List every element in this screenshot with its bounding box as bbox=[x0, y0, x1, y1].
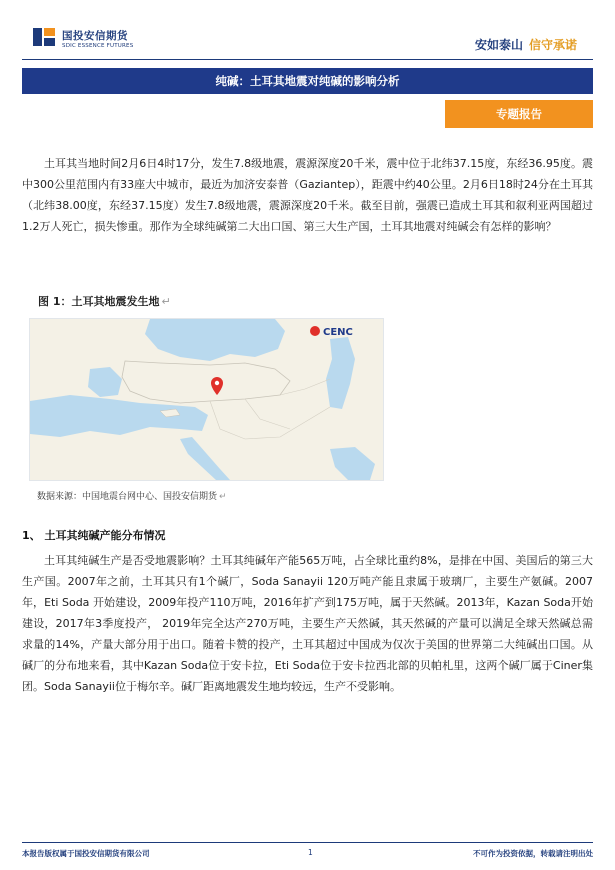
section-paragraph: 土耳其纯碱生产是否受地震影响？土耳其纯碱年产能565万吨，占全球比重约8%，是排在中国、美国后的第三大生产国。2007年之前，土耳其只有1个碱厂，Soda Sanayii 120万吨产能且隶属于玻璃厂，主要生产氨碱。2007年，Eti Soda 开始建设，2009年投产110万吨，2016年扩产到175万吨，属于天然碱。2013年，Kazan Soda开始建设，2017年3季度投产， 2019年完全达产270万吨，主要生产天然碱，其天然碱的产量可以满足全球天然碱总需求量的14%，产量大部分用于出口。随着卡赞的投产，土耳其超过中国成为仅次于美国的世界第二大纯碱出口国。从碱厂的分布地来看，其中Kazan Soda位于安卡拉，Eti Soda位于安卡拉西北部的贝帕札里，这两个碱厂属于Ciner集团。Soda Sanayii位于梅尔辛。碱厂距离地震发生地均较远，生产不受影响。 bbox=[22, 554, 593, 693]
figure-caption-text: 图 1：土耳其地震发生地 bbox=[38, 295, 160, 308]
slogan bbox=[475, 36, 577, 53]
company-name: 国投安信期货 bbox=[62, 30, 128, 42]
figure-source-text: 数据来源：中国地震台网中心、国投安信期货 bbox=[37, 492, 218, 502]
map-logo-text: CENC bbox=[323, 327, 353, 338]
intro-paragraph: 土耳其当地时间2月6日4时17分，发生7.8级地震，震源深度20千米，震中位于北纬37.15度，东经36.95度。震中300公里范围内有33座大中城市，最近为加济安泰普（Gaziantep），距震中约40公里。2月6日18时24分在土耳其（北纬38.00度，东经37.15度）发生7.8级地震，震源深度20千米。截至目前，强震已造成土耳其和叙利亚两国超过1.2万人死亡，损失惨重。那作为全球纯碱第二大出口国、第三大生产国，土耳其地震对纯碱会有怎样的影响？ bbox=[22, 157, 593, 233]
slogan-part-b: 信守承诺 bbox=[528, 38, 577, 52]
footer-copyright: 本报告版权属于国投安信期货有限公司 bbox=[22, 849, 150, 858]
report-type-badge: 专题报告 bbox=[445, 100, 593, 128]
slogan-part-a: 安如泰山 bbox=[474, 38, 523, 52]
report-title: 纯碱：土耳其地震对纯碱的影响分析 bbox=[22, 68, 593, 94]
page-number: 1 bbox=[308, 848, 313, 857]
page-header bbox=[0, 0, 615, 62]
epicenter-pin-dot bbox=[215, 381, 219, 385]
footer-divider bbox=[22, 842, 593, 843]
footer-disclaimer: 不可作为投资依据，转载请注明出处 bbox=[473, 849, 593, 858]
earthquake-location-map bbox=[29, 318, 384, 481]
company-logo-icon bbox=[33, 26, 55, 48]
header-divider bbox=[22, 59, 593, 60]
company-name-en: SDIC ESSENCE FUTURES bbox=[62, 43, 134, 49]
section-heading: 1、 土耳其纯碱产能分布情况 bbox=[22, 529, 166, 542]
figure-source: 数据来源：中国地震台网中心、国投安信期货 ↵ bbox=[37, 492, 227, 502]
figure-caption: 图 1：土耳其地震发生地 ↵ bbox=[38, 295, 171, 308]
